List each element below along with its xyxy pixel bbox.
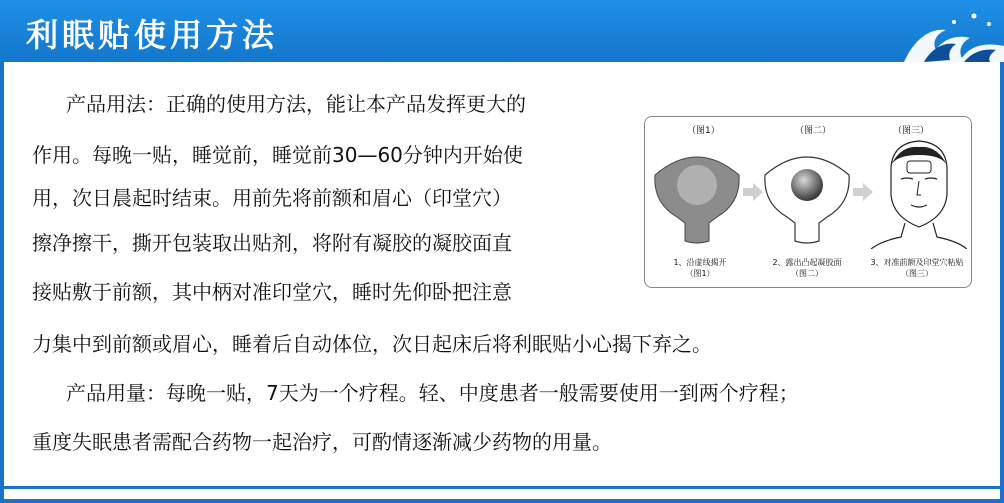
patch-step-2-icon bbox=[761, 145, 853, 245]
bottom-divider bbox=[0, 486, 1004, 489]
usage-line-6: 力集中到前额或眉心，睡着后自动体位，次日起床后将利眠贴小心揭下弃之。 bbox=[32, 332, 712, 356]
figure-caption-1: 1、沿虚线揭开 （图1） bbox=[673, 258, 727, 278]
usage-line-4: 擦净擦干，撕开包装取出贴剂，将附有凝胶的凝胶面直 bbox=[32, 231, 512, 255]
arrow-right-icon bbox=[743, 183, 763, 201]
face-with-patch-icon bbox=[871, 137, 967, 249]
figure-label-2: （图二） bbox=[795, 126, 832, 136]
patch-step-1-icon bbox=[651, 145, 743, 245]
usage-line-2: 作用。每晚一贴，睡觉前，睡觉前30—60分钟内开始使 bbox=[32, 143, 523, 167]
figure-label-1: （图1） bbox=[687, 126, 720, 136]
figure-caption-2: 2、露出凸起凝胶面 （图二） bbox=[772, 258, 842, 278]
page-title: 利眠贴使用方法 bbox=[26, 16, 279, 54]
dosage-line-1: 产品用量：每晚一贴，7天为一个疗程。轻、中度患者一般需要使用一到两个疗程； bbox=[66, 381, 799, 405]
header-bar bbox=[0, 0, 1004, 62]
figure-caption-3: 3、对准前额及印堂穴粘贴 （图三） bbox=[870, 258, 964, 278]
usage-line-5: 接贴敷于前额，其中柄对准印堂穴，睡时先仰卧把注意 bbox=[32, 280, 512, 304]
dosage-line-2: 重度失眠患者需配合药物一起治疗，可酌情逐渐减少药物的用量。 bbox=[32, 430, 612, 454]
arrow-right-icon bbox=[853, 183, 873, 201]
figure-label-3: （图三） bbox=[893, 126, 930, 136]
usage-line-1: 产品用法：正确的使用方法，能让本产品发挥更大的 bbox=[66, 92, 526, 116]
usage-line-3: 用，次日晨起时结束。用前先将前额和眉心（印堂穴） bbox=[32, 186, 512, 210]
usage-illustration bbox=[644, 116, 972, 288]
wave-icon bbox=[884, 0, 1004, 62]
